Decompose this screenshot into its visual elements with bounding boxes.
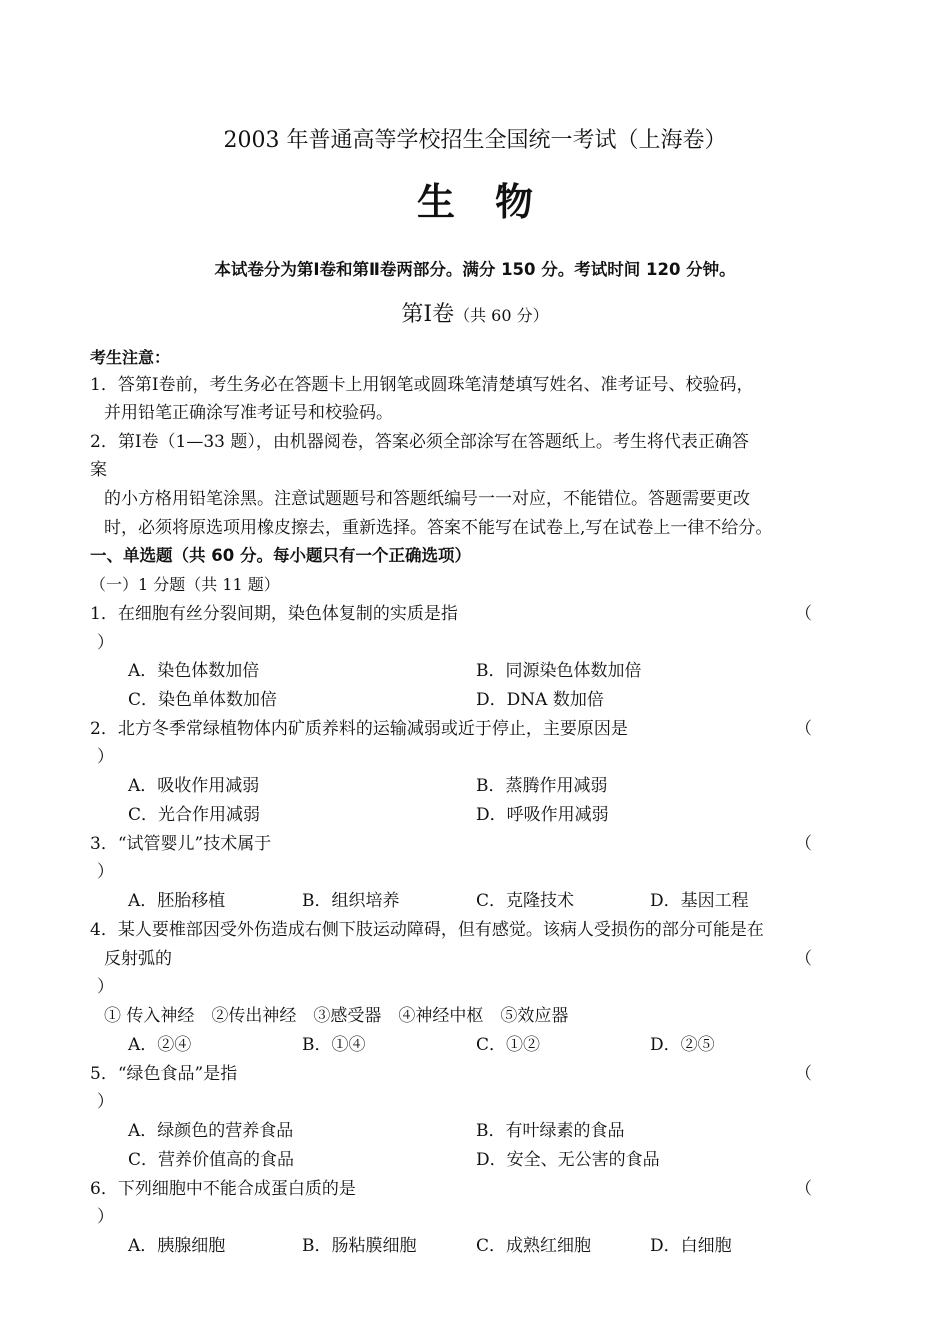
question-6-option-d: D．白细胞 — [650, 1236, 732, 1256]
question-6-option-a: A．胰腺细胞 — [128, 1236, 226, 1256]
notice-item-2-line-4: 时，必须将原选项用橡皮擦去，重新选择。答案不能写在试卷上,写在试卷上一律不给分。 — [104, 518, 773, 538]
question-1-option-c: C．染色单体数加倍 — [128, 690, 278, 710]
question-4-option-d: D．②⑤ — [650, 1035, 715, 1055]
question-2-paren-close: ） — [97, 747, 114, 767]
question-3-paren-open: （ — [795, 834, 812, 854]
question-5-option-c: C．营养价值高的食品 — [128, 1150, 295, 1170]
part-heading — [0, 298, 950, 333]
exam-intro: 本试卷分为第Ⅰ卷和第Ⅱ卷两部分。满分 150 分。考试时间 120 分钟。 — [214, 260, 736, 279]
notice-item-1-line-1: 1．答第Ⅰ卷前，考生务必在答题卡上用钢笔或圆珠笔清楚填写姓名、准考证号、校验码， — [90, 375, 754, 395]
question-4-option-b: B．①④ — [302, 1035, 366, 1055]
question-5-paren-open: （ — [795, 1064, 812, 1084]
question-3-option-d: D．基因工程 — [650, 891, 749, 911]
question-2-option-d: D．呼吸作用减弱 — [476, 805, 609, 825]
question-5-option-b: B．有叶绿素的食品 — [476, 1121, 625, 1141]
section-heading: 一、单选题（共 60 分。每小题只有一个正确选项） — [90, 546, 471, 565]
question-2-stem: 2．北方冬季常绿植物体内矿质养料的运输减弱或近于停止，主要原因是 — [90, 719, 628, 739]
subject-title: 生物 — [416, 179, 573, 224]
question-2-option-a: A．吸收作用减弱 — [128, 776, 260, 796]
question-3-option-b: B．组织培养 — [302, 891, 400, 911]
question-2-option-c: C．光合作用减弱 — [128, 805, 261, 825]
question-1-stem: 1．在细胞有丝分裂间期，染色体复制的实质是指 — [90, 604, 458, 624]
notice-item-1-line-2: 并用铅笔正确涂写准考证号和校验码。 — [104, 403, 393, 423]
question-5-option-d: D．安全、无公害的食品 — [476, 1150, 660, 1170]
question-4-paren-close: ） — [97, 977, 114, 997]
question-3-stem: 3．“试管婴儿”技术属于 — [90, 834, 272, 854]
question-4-option-c: C．①② — [476, 1035, 541, 1055]
question-4-option-a: A．②④ — [128, 1035, 192, 1055]
section-subheading: （一）1 分题（共 11 题） — [90, 575, 280, 594]
question-1-option-a: A．染色体数加倍 — [128, 661, 260, 681]
question-1-paren-open: （ — [795, 604, 812, 624]
notice-item-2-line-3: 的小方格用铅笔涂黑。注意试题题号和答题纸编号一一对应，不能错位。答题需要更改 — [104, 489, 750, 509]
question-1-paren-close: ） — [97, 633, 114, 653]
question-4-items: ① 传入神经 ②传出神经 ③感受器 ④神经中枢 ⑤效应器 — [104, 1006, 569, 1026]
question-5-stem: 5．“绿色食品”是指 — [90, 1064, 238, 1084]
question-4-stem-line-2: 反射弧的 — [104, 949, 172, 969]
question-6-paren-close: ） — [97, 1207, 114, 1227]
exam-title: 2003 年普通高等学校招生全国统一考试（上海卷） — [223, 128, 727, 153]
question-6-stem: 6．下列细胞中不能合成蛋白质的是 — [90, 1179, 356, 1199]
part-score: （共 60 分） — [454, 306, 549, 325]
question-2-option-b: B．蒸腾作用减弱 — [476, 776, 608, 796]
question-4-paren-open: （ — [795, 949, 812, 969]
question-5-option-a: A．绿颜色的营养食品 — [128, 1121, 294, 1141]
notice-item-2-line-2: 案 — [90, 460, 107, 480]
question-3-paren-close: ） — [97, 862, 114, 882]
question-5-paren-close: ） — [97, 1092, 114, 1112]
question-6-option-b: B．肠粘膜细胞 — [302, 1236, 417, 1256]
question-3-option-a: A．胚胎移植 — [128, 891, 226, 911]
notice-heading: 考生注意： — [90, 348, 171, 367]
question-2-paren-open: （ — [795, 719, 812, 739]
question-3-option-c: C．克隆技术 — [476, 891, 575, 911]
question-4-stem: 4．某人要椎部因受外伤造成右侧下肢运动障碍，但有感觉。该病人受损伤的部分可能是在 — [90, 920, 764, 940]
question-1-option-d: D．DNA 数加倍 — [476, 690, 604, 710]
notice-item-2-line-1: 2．第Ⅰ卷（1—33 题），由机器阅卷，答案必须全部涂写在答题纸上。考生将代表正确答 — [90, 432, 749, 452]
question-6-paren-open: （ — [795, 1179, 812, 1199]
question-6-option-c: C．成熟红细胞 — [476, 1236, 592, 1256]
question-1-option-b: B．同源染色体数加倍 — [476, 661, 642, 681]
part-label: 第Ⅰ卷 — [401, 302, 455, 327]
